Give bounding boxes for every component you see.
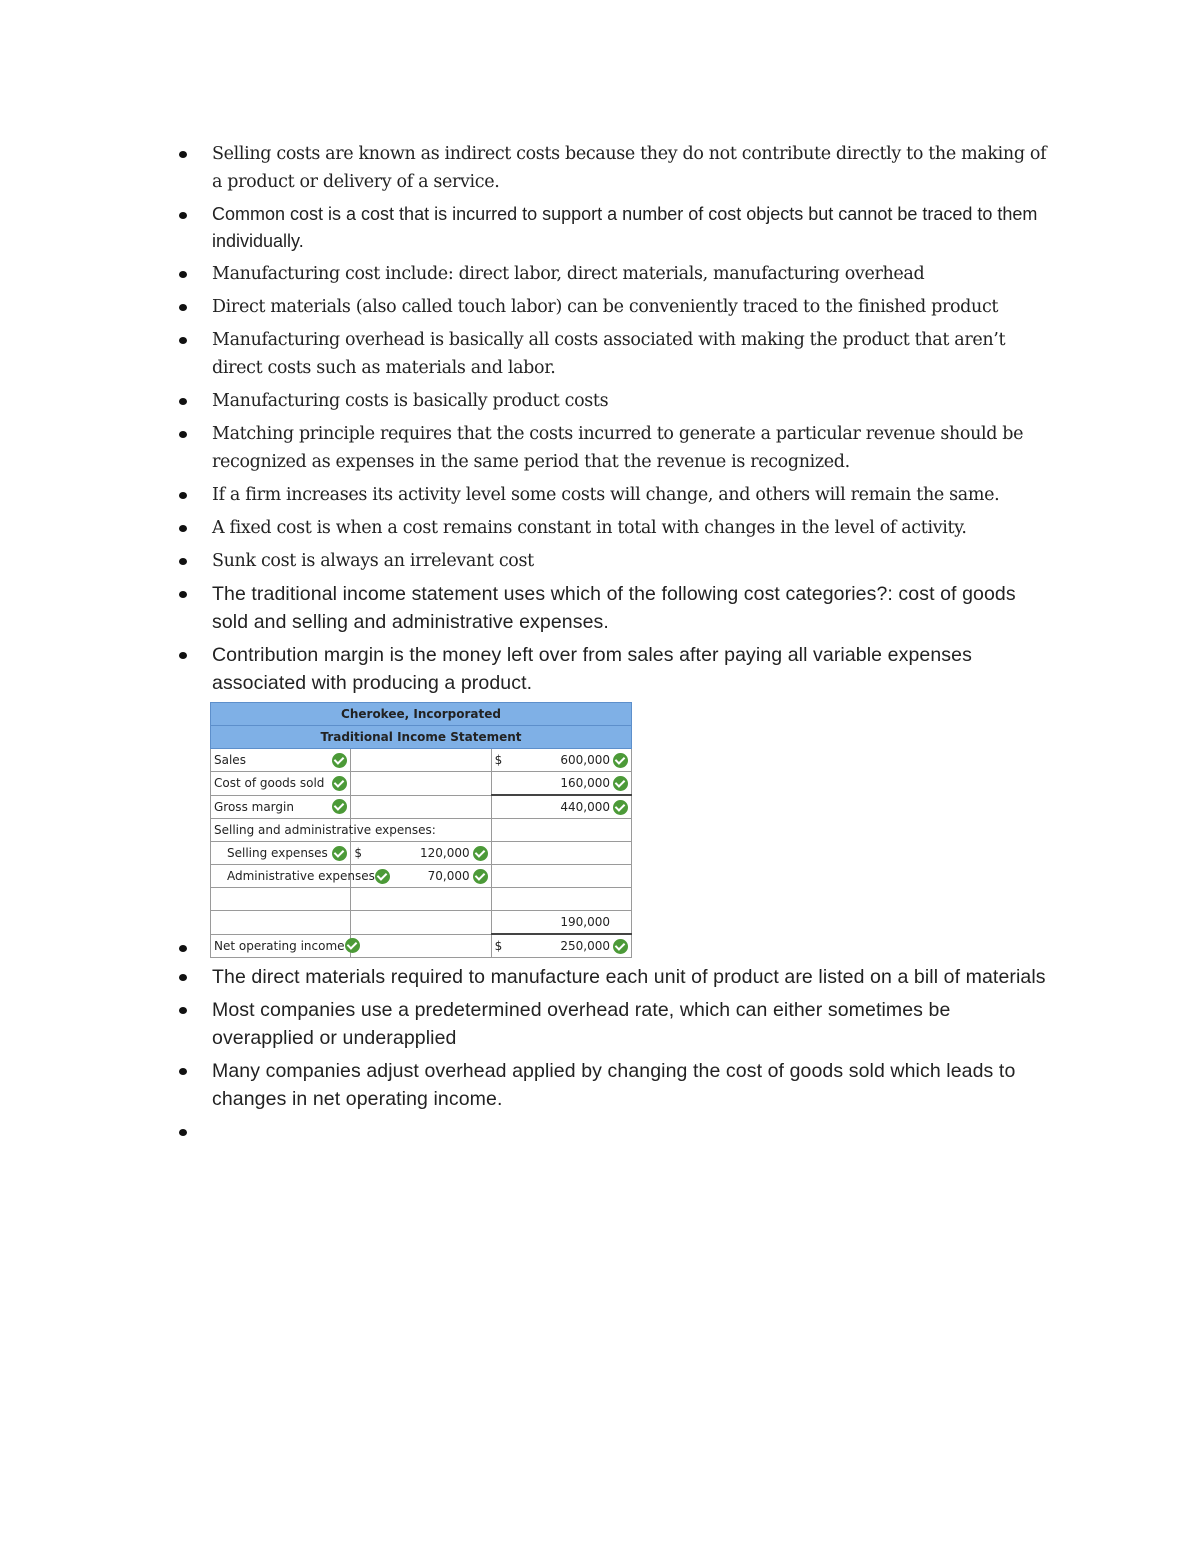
list-item-statement (174, 702, 1054, 958)
bullet-icon (179, 1007, 187, 1014)
check-icon (613, 776, 628, 791)
currency-symbol: $ (494, 753, 503, 767)
note-text: Common cost is a cost that is incurred to support a number of cost objects but cannot be traced to them individually. (212, 204, 1038, 251)
sga-label: Selling and administrative expenses: (211, 819, 351, 842)
table-row (211, 911, 632, 935)
note-text: A fixed cost is when a cost remains constant in total with changes in the level of activity. (212, 518, 967, 538)
gross-margin-value: 440,000 (560, 800, 610, 814)
bullet-icon (179, 974, 187, 981)
note-text: Matching principle requires that the costs incurred to generate a particular revenue should be recognized as expenses in the same period that the revenue is recognized. (212, 424, 1024, 472)
list-item (174, 326, 1054, 382)
sales-value: 600,000 (560, 753, 610, 767)
check-icon (332, 846, 347, 861)
note-text: If a firm increases its activity level some costs will change, and others will remain the same. (212, 485, 1000, 505)
table-row (211, 842, 632, 865)
cogs-label: Cost of goods sold (214, 776, 325, 791)
check-icon (613, 800, 628, 815)
bullet-icon (179, 558, 187, 565)
income-statement-table (210, 702, 632, 958)
list-item (174, 641, 1054, 697)
net-operating-income-label: Net operating income (214, 938, 345, 953)
cogs-value: 160,000 (560, 776, 610, 790)
list-item (174, 514, 1054, 542)
note-text: Manufacturing cost include: direct labor, direct materials, manufacturing overhead (212, 264, 925, 284)
bullet-icon (179, 492, 187, 499)
list-item (174, 420, 1054, 476)
note-text: Sunk cost is always an irrelevant cost (212, 551, 534, 571)
notes-list (174, 140, 1054, 1151)
gross-margin-label: Gross margin (214, 799, 294, 814)
check-icon (473, 846, 488, 861)
bullet-icon (179, 591, 187, 598)
net-operating-income-value: 250,000 (560, 939, 610, 953)
table-row (211, 749, 632, 772)
list-item (174, 260, 1054, 288)
check-icon (613, 753, 628, 768)
check-icon (473, 869, 488, 884)
bullet-icon (179, 525, 187, 532)
list-item-empty (174, 1118, 1054, 1146)
note-text: Direct materials (also called touch labor) can be conveniently traced to the finished product (212, 297, 999, 317)
note-text: The traditional income statement uses which of the following cost categories?: cost of goods sold and selling and administrative expenses. (212, 583, 1016, 633)
list-item (174, 996, 1054, 1052)
total-sga-value: 190,000 (560, 915, 610, 929)
list-item (174, 963, 1054, 991)
selling-expenses-label: Selling expenses (227, 846, 328, 860)
list-item (174, 293, 1054, 321)
bullet-icon (179, 1068, 187, 1075)
check-icon (345, 938, 360, 953)
admin-expenses-value: 70,000 (427, 869, 470, 883)
note-text: Most companies use a predetermined overhead rate, which can either sometimes be overapplied or underapplied (212, 999, 951, 1049)
statement-header-row (211, 703, 632, 726)
table-row (211, 934, 632, 958)
check-icon (375, 869, 390, 884)
list-item (174, 201, 1054, 255)
note-text: Manufacturing costs is basically product costs (212, 391, 609, 411)
list-item (174, 580, 1054, 636)
bullet-icon (179, 398, 187, 405)
table-row (211, 865, 632, 888)
table-row (211, 772, 632, 796)
statement-title-row (211, 726, 632, 749)
list-item (174, 547, 1054, 575)
list-item (174, 140, 1054, 196)
note-text: Contribution margin is the money left over from sales after paying all variable expenses associated with producing a product. (212, 644, 972, 694)
statement-title: Traditional Income Statement (211, 726, 632, 749)
currency-symbol: $ (494, 939, 503, 953)
list-item (174, 1057, 1054, 1113)
company-name: Cherokee, Incorporated (211, 703, 632, 726)
bullet-icon (179, 151, 187, 158)
list-item (174, 481, 1054, 509)
table-row (211, 819, 632, 842)
table-row (211, 795, 632, 819)
note-text: Manufacturing overhead is basically all costs associated with making the product that aren’t direct costs such as materials and labor. (212, 330, 1006, 378)
check-icon (332, 776, 347, 791)
currency-symbol: $ (354, 846, 362, 860)
note-text: Selling costs are known as indirect costs because they do not contribute directly to the making of a product or delivery of a service. (212, 144, 1047, 192)
table-row (211, 888, 632, 911)
bullet-icon (179, 1129, 187, 1136)
sales-label: Sales (214, 753, 246, 767)
note-text: The direct materials required to manufacture each unit of product are listed on a bill of materials (212, 966, 1046, 988)
bullet-icon (179, 212, 187, 219)
check-icon (613, 939, 628, 954)
bullet-icon (179, 945, 187, 952)
bullet-icon (179, 271, 187, 278)
selling-expenses-value: 120,000 (420, 846, 470, 860)
bullet-icon (179, 304, 187, 311)
list-item (174, 387, 1054, 415)
check-icon (332, 753, 347, 768)
check-icon (332, 799, 347, 814)
bullet-icon (179, 652, 187, 659)
note-text: Many companies adjust overhead applied by changing the cost of goods sold which leads to changes in net operating income. (212, 1060, 1016, 1110)
bullet-icon (179, 337, 187, 344)
bullet-icon (179, 431, 187, 438)
admin-expenses-label: Administrative expenses (227, 869, 375, 883)
